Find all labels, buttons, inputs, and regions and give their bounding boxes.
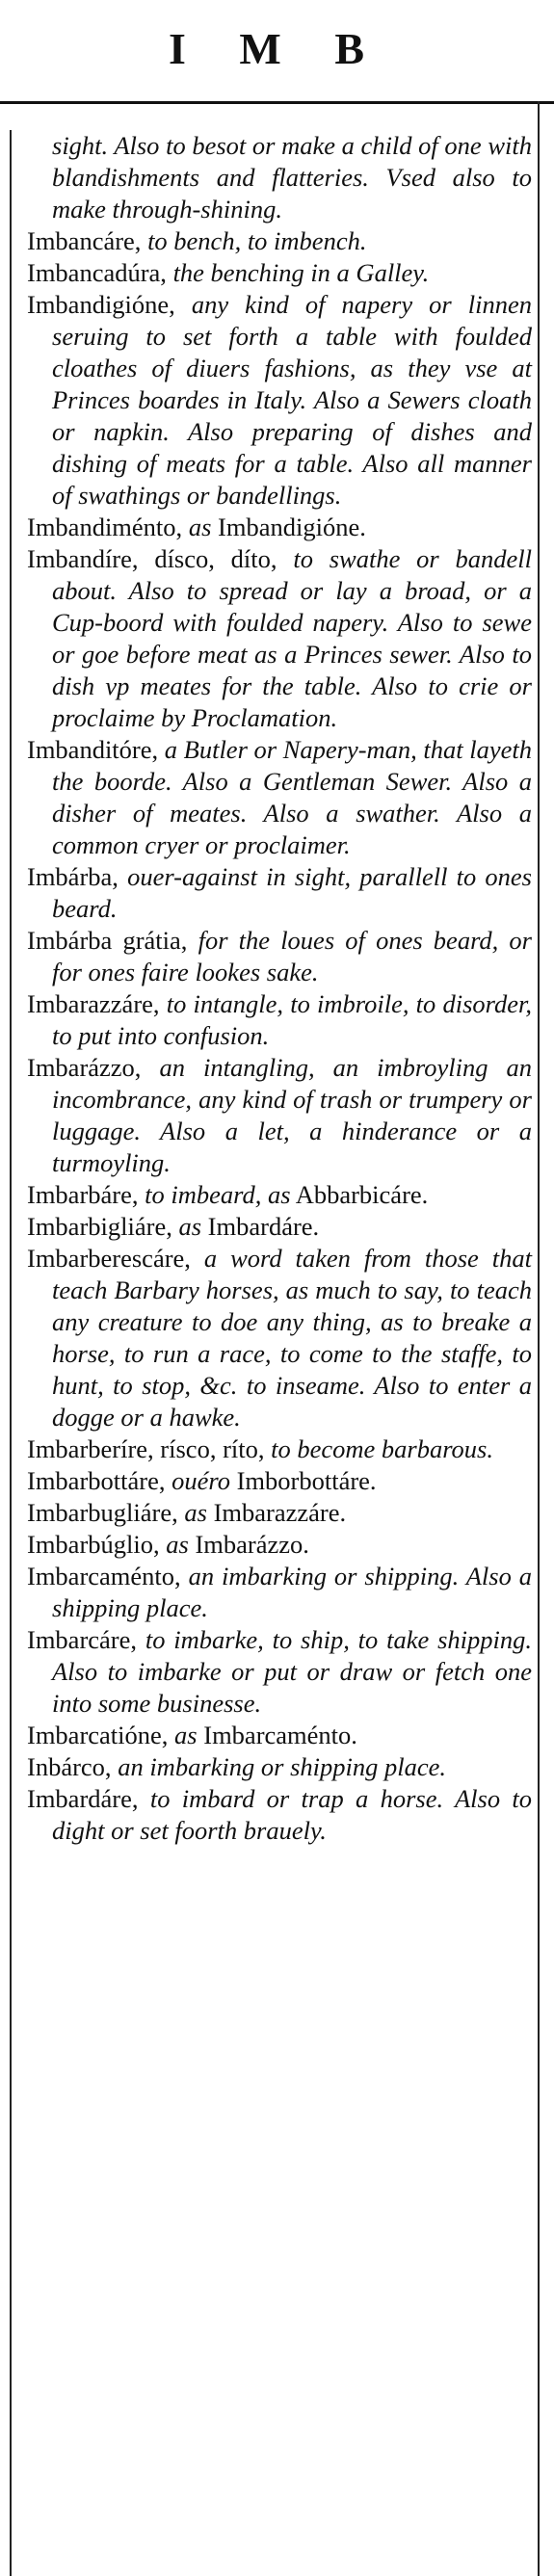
entry-headword: Imbandiménto, [27, 513, 183, 541]
entry-cross-reference: Imbarazzáre. [213, 1498, 347, 1527]
left-column-rule [10, 130, 12, 2576]
entry-definition: to imbard or trap a horse. Also to dight or set foorth brauely. [52, 1784, 532, 1845]
entry-headword: Imbandigióne, [27, 290, 175, 319]
dictionary-entry [27, 734, 532, 861]
dictionary-entry [27, 1179, 532, 1211]
dictionary-entry [27, 289, 532, 512]
entry-definition: to bench, to imbench. [147, 226, 367, 255]
dictionary-entry [27, 1497, 532, 1529]
dictionary-entry [27, 1243, 532, 1433]
dictionary-entry [27, 925, 532, 988]
dictionary-entry [27, 1624, 532, 1720]
entry-cross-reference: Abbarbicáre. [295, 1180, 429, 1209]
dictionary-entry [27, 1465, 532, 1497]
entry-definition: a Butler or Napery-man, that layeth the boorde. Also a Gentleman Sewer. Also a disher of meates. Also a swather. Also a common cryer or proclaimer. [52, 735, 533, 859]
dictionary-entry [27, 512, 532, 543]
dictionary-entry [27, 130, 532, 225]
dictionary-entry [27, 1751, 532, 1783]
entry-definition: any kind of napery or linnen seruing to set forth a table with foulded cloathes of diuers fashions, as they vse at Princes boardes in Italy. Also a Sewers cloath or napkin. Also preparing of dishes and dishing of meats for a table. Also all manner of swathings or bandellings. [52, 290, 533, 510]
dictionary-entry [27, 1720, 532, 1751]
dictionary-entry [27, 1783, 532, 1847]
entry-cross-reference: Imbarázzo. [195, 1530, 309, 1559]
entry-headword: Imbarcáre, [27, 1625, 138, 1654]
entry-cross-reference: Imborbottáre. [236, 1466, 377, 1495]
entry-definition: an imbarking or shipping. Also a shipping place. [52, 1562, 532, 1622]
dictionary-entry [27, 257, 532, 289]
entry-cross-reference: Imbandigióne. [218, 513, 366, 541]
dictionary-entry [27, 225, 532, 257]
entry-definition: ouéro [171, 1466, 230, 1495]
entry-headword: Imbanditóre, [27, 735, 159, 764]
entry-headword: Imbarbugliáre, [27, 1498, 178, 1527]
entry-cross-reference: Imbarcaménto. [203, 1721, 357, 1749]
entry-definition: to imbarke, to ship, to take shipping. Also to imbarke or put or draw or fetch one into some businesse. [52, 1625, 533, 1718]
entry-definition: to become barbarous. [271, 1434, 493, 1463]
page-header [0, 0, 554, 104]
entry-definition: ouer-against in sight, parallell to ones beard. [52, 862, 532, 923]
entry-headword: Imbarberescáre, [27, 1244, 191, 1273]
entry-definition: an imbarking or shipping place. [118, 1752, 446, 1781]
entry-headword: Imbarbáre, [27, 1180, 139, 1209]
entry-definition: the benching in a Galley. [172, 258, 430, 287]
entry-headword: Imbandíre, dísco, díto, [27, 544, 277, 573]
entry-definition: as [166, 1530, 189, 1559]
entry-definition: to imbeard, as [145, 1180, 291, 1209]
dictionary-column [27, 130, 532, 2576]
dictionary-entry [27, 1529, 532, 1561]
dictionary-entry [27, 1211, 532, 1243]
entry-definition: as [184, 1498, 207, 1527]
dictionary-entry [27, 1052, 532, 1179]
entry-definition: as [188, 513, 212, 541]
dictionary-entry [27, 543, 532, 734]
entry-definition: a word taken from those that teach Barbary horses, as much to say, to teach any creature to doe any thing, as to breake a horse, to run a race, to come to the staffe, to hunt, to stop, &c. to inseame. Also to enter a dogge or a hawke. [52, 1244, 532, 1432]
entry-headword: Imbarberíre, rísco, ríto, [27, 1434, 265, 1463]
dictionary-entry [27, 1433, 532, 1465]
dictionary-entry [27, 988, 532, 1052]
entry-cross-reference: Imbardáre. [207, 1212, 320, 1241]
entry-definition: an intangling, an imbroyling an incombrance, any kind of trash or trumpery or luggage. Also a let, a hinderance or a turmoyling. [52, 1053, 532, 1177]
right-column-rule [538, 101, 540, 2576]
entry-headword: Inbárco, [27, 1752, 112, 1781]
entry-headword: Imbarazzáre, [27, 989, 160, 1018]
entry-headword: Imbarázzo, [27, 1053, 142, 1082]
entry-headword: Imbarbigliáre, [27, 1212, 172, 1241]
entry-definition: as [178, 1212, 202, 1241]
entry-headword: Imbarcaménto, [27, 1562, 181, 1590]
entry-definition: as [174, 1721, 198, 1749]
entry-headword: Imbancadúra, [27, 258, 167, 287]
dictionary-entry [27, 861, 532, 925]
entry-headword: Imbarcatióne, [27, 1721, 169, 1749]
dictionary-entry [27, 1561, 532, 1624]
entry-headword: Imbancáre, [27, 226, 142, 255]
running-head: I M B [169, 24, 385, 73]
entry-definition: for the loues of ones beard, or for ones faire lookes sake. [52, 926, 532, 986]
entry-definition: to swathe or bandell about. Also to spread or lay a broad, or a Cup-boord with foulded napery. Also to sewe or goe before meat as a Princes sewer. Also to dish vp meates for the table. Also to crie or proclaime by Proclamation. [52, 544, 532, 732]
entry-headword: Imbarbúglio, [27, 1530, 160, 1559]
entry-headword: Imbarbottáre, [27, 1466, 166, 1495]
entry-definition: to intangle, to imbroile, to disorder, to put into confusion. [52, 989, 532, 1050]
entry-headword: Imbardáre, [27, 1784, 139, 1813]
entry-headword: Imbárba, [27, 862, 119, 891]
entry-headword: Imbárba grátia, [27, 926, 188, 955]
entry-definition: sight. Also to besot or make a child of one with blandishments and flatteries. Vsed also to make through-shining. [52, 131, 532, 223]
